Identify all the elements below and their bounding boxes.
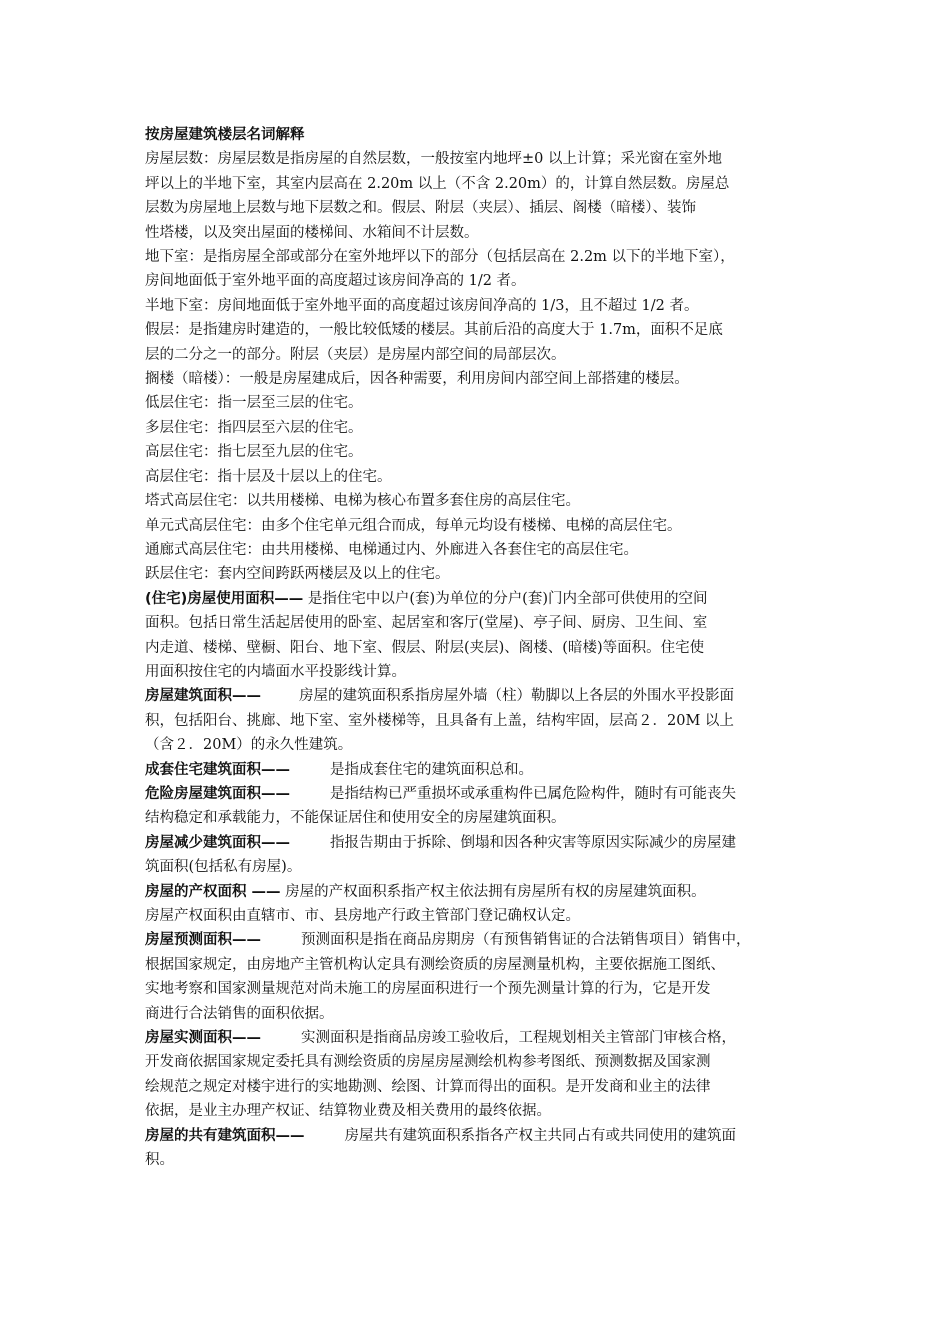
text-line [145,172,820,196]
body-text: 高层住宅：指十层及十层以上的住宅。 [145,468,392,485]
text-line [145,977,820,1001]
text-line [145,660,820,684]
text-line [145,538,820,562]
text-line [145,123,820,147]
text-line [145,440,820,464]
text-line [145,1099,820,1123]
term-heading: (住宅)房屋使用面积—— [145,590,304,607]
text-line [145,1124,820,1148]
body-text: 多层住宅：指四层至六层的住宅。 [145,419,363,436]
term-heading: 按房屋建筑楼层名词解释 [145,127,305,143]
text-line [145,636,820,660]
body-text: 房间地面低于室外地平面的高度超过该房间净高的 1/2 者。 [145,273,526,290]
text-line [145,489,820,513]
body-text: 结构稳定和承载能力，不能保证居住和使用安全的房屋建筑面积。 [145,810,566,827]
body-text: 房屋的建筑面积系指房屋外墙（柱）勒脚以上各层的外围水平投影面 [299,688,734,705]
text-line [145,880,820,904]
body-text: （含２．20M）的永久性建筑。 [145,737,353,754]
text-line [145,416,820,440]
text-line [145,367,820,391]
body-text: 积。 [145,1152,174,1169]
text-line [145,514,820,538]
text-line [145,733,820,757]
body-text: 塔式高层住宅：以共用楼梯、电梯为核心布置多套住房的高层住宅。 [145,493,580,510]
text-line [145,294,820,318]
body-text: 指报告期由于拆除、倒塌和因各种灾害等原因实际减少的房屋建 [330,834,736,851]
body-text: 地下室：是指房屋全部或部分在室外地坪以下的部分（包括层高在 2.2m 以下的半地下室）， [145,249,735,266]
text-line [145,465,820,489]
text-line [145,709,820,733]
body-text: 单元式高层住宅：由多个住宅单元组合而成，每单元均设有楼梯、电梯的高层住宅。 [145,517,682,534]
text-line [145,245,820,269]
text-line [145,196,820,220]
body-text: 房屋层数：房屋层数是指房屋的自然层数，一般按室内地坪±0 以上计算；采光窗在室外地 [145,151,722,168]
body-text: 房屋共有建筑面积系指各产权主共同占有或共同使用的建筑面 [344,1127,736,1144]
text-line [145,1075,820,1099]
body-text: 搁楼（暗楼）：一般是房屋建成后，因各种需要，利用房间内部空间上部搭建的楼层。 [145,371,689,388]
body-text: 是指成套住宅的建筑面积总和。 [330,761,533,778]
term-heading: 成套住宅建筑面积—— [145,761,290,778]
term-heading: 危险房屋建筑面积—— [145,785,290,802]
term-heading: 房屋的产权面积 —— [145,883,281,900]
body-text: 用面积按住宅的内墙面水平投影线计算。 [145,663,406,680]
text-line [145,587,820,611]
text-line [145,1148,820,1172]
body-text: 跃层住宅：套内空间跨跃两楼层及以上的住宅。 [145,566,450,583]
text-line [145,318,820,342]
text-line [145,831,820,855]
body-text: 开发商依据国家规定委托具有测绘资质的房屋房屋测绘机构参考图纸、预测数据及国家测 [145,1054,711,1071]
text-line [145,611,820,635]
body-text: 绘规范之规定对楼宇进行的实地勘测、绘图、计算而得出的面积。是开发商和业主的法律 [145,1078,711,1095]
body-text: 低层住宅：指一层至三层的住宅。 [145,395,363,412]
text-line [145,758,820,782]
body-text: 是指结构已严重损坏或承重构件已属危险构件，随时有可能丧失 [330,785,736,802]
text-line [145,928,820,952]
body-text: 坪以上的半地下室，其室内层高在 2.20m 以上（不含 2.20m）的，计算自然层数。房屋总 [145,175,730,192]
text-line [145,953,820,977]
body-text: 积，包括阳台、挑廊、地下室、室外楼梯等，且具备有上盖，结构牢固，层高２．20M 以上 [145,712,734,729]
text-line [145,1026,820,1050]
text-line [145,147,820,171]
text-line [145,904,820,928]
text-line [145,806,820,830]
text-line [145,782,820,806]
body-text: 内走道、楼梯、壁橱、阳台、地下室、假层、附层(夹层)、阁楼、(暗楼)等面积。住宅使 [145,639,705,656]
term-heading: 房屋的共有建筑面积—— [145,1127,305,1144]
document-page [145,123,820,1172]
body-text: 半地下室：房间地面低于室外地平面的高度超过该房间净高的 1/3，且不超过 1/2 者。 [145,297,699,314]
text-line [145,343,820,367]
term-heading: 房屋预测面积—— [145,932,261,949]
term-heading: 房屋减少建筑面积—— [145,834,290,851]
body-text: 性塔楼，以及突出屋面的楼梯间、水箱间不计层数。 [145,224,479,241]
body-text: 实地考察和国家测量规范对尚未施工的房屋面积进行一个预先测量计算的行为，它是开发 [145,981,711,998]
body-text: 实测面积是指商品房竣工验收后，工程规划相关主管部门审核合格， [301,1030,736,1047]
body-text: 根据国家规定，由房地产主管机构认定具有测绘资质的房屋测量机构，主要依据施工图纸、 [145,956,725,973]
text-line [145,1050,820,1074]
body-text: 商进行合法销售的面积依据。 [145,1005,334,1022]
body-text: 高层住宅：指七层至九层的住宅。 [145,444,363,461]
body-text: 是指住宅中以户(套)为单位的分户(套)门内全部可供使用的空间 [303,590,708,607]
body-text: 房屋产权面积由直辖市、市、县房地产行政主管部门登记确权认定。 [145,908,580,924]
body-text: 层的二分之一的部分。附层（夹层）是房屋内部空间的局部层次。 [145,346,566,363]
text-line [145,391,820,415]
body-text: 筑面积(包括私有房屋)。 [145,859,302,876]
text-line [145,1002,820,1026]
body-text: 面积。包括日常生活起居使用的卧室、起居室和客厅(堂屋)、亭子间、厨房、卫生间、室 [145,615,708,632]
body-text: 房屋的产权面积系指产权主依法拥有房屋所有权的房屋建筑面积。 [280,883,706,900]
text-line [145,855,820,879]
text-line [145,269,820,293]
text-line [145,562,820,586]
body-text: 依据，是业主办理产权证、结算物业费及相关费用的最终依据。 [145,1103,551,1120]
body-text: 假层：是指建房时建造的，一般比较低矮的楼层。其前后沿的高度大于 1.7m，面积不足底 [145,322,723,339]
term-heading: 房屋建筑面积—— [145,688,261,705]
text-line [145,221,820,245]
text-line [145,684,820,708]
body-text: 层数为房屋地上层数与地下层数之和。假层、附层（夹层）、插层、阁楼（暗楼）、装饰 [145,200,696,217]
body-text: 预测面积是指在商品房期房（有预售销售证的合法销售项目）销售中， [301,932,751,949]
term-heading: 房屋实测面积—— [145,1030,261,1047]
body-text: 通廊式高层住宅：由共用楼梯、电梯通过内、外廊进入各套住宅的高层住宅。 [145,541,638,558]
